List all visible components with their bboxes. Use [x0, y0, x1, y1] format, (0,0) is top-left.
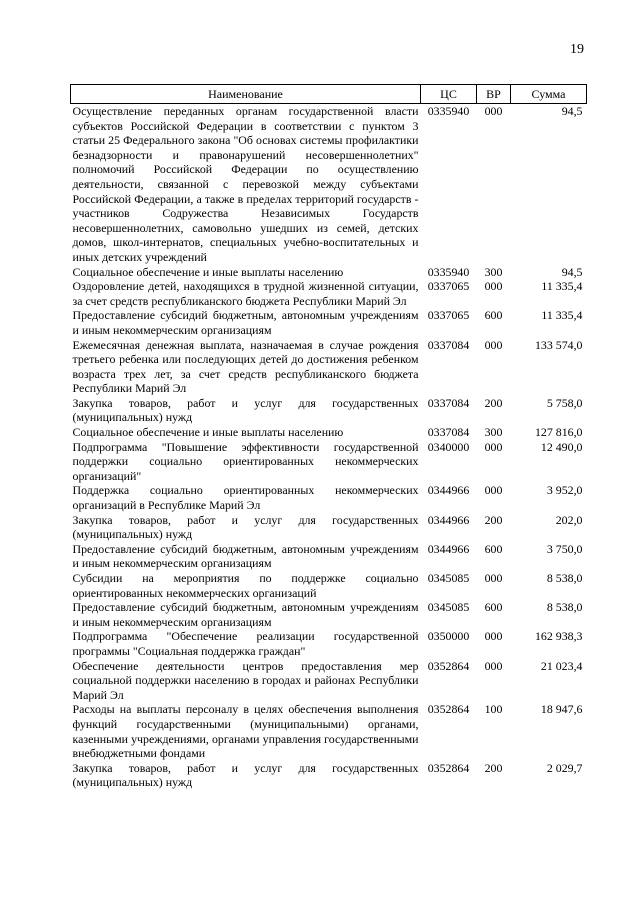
row-name-cell: Закупка товаров, работ и услуг для государственных (муниципальных) нужд	[72, 512, 419, 542]
row-vr-code-cell: 000	[484, 337, 503, 352]
row-name-cell: Субсидии на мероприятия по поддержке социально ориентированных некоммерческих организаций	[72, 571, 419, 600]
column-header-vr: ВР	[477, 85, 511, 104]
row-cs-code-cell: 0344966	[427, 512, 470, 527]
row-vr-code-cell: 200	[484, 760, 503, 775]
row-vr-code-cell: 000	[484, 571, 503, 585]
row-cs-code-cell: 0337065	[427, 308, 470, 323]
table-row	[71, 425, 587, 440]
row-cs-code-cell: 0337084	[427, 425, 470, 440]
row-sum-cell: 2 029,7	[546, 760, 583, 775]
table-row	[71, 513, 587, 542]
table-row	[71, 571, 587, 600]
row-sum-cell: 162 938,3	[534, 629, 583, 644]
row-cs-code-cell: 0352864	[427, 760, 470, 775]
table-row	[71, 279, 587, 308]
table-header-row	[71, 85, 587, 104]
row-sum-cell: 94,5	[561, 104, 583, 118]
row-vr-code-cell: 600	[484, 308, 503, 323]
table-row	[71, 104, 587, 265]
row-vr-code-cell: 000	[484, 279, 503, 294]
column-header-cs: ЦС	[421, 85, 477, 104]
row-sum-cell: 21 023,4	[540, 658, 583, 673]
row-vr-code-cell: 200	[484, 512, 503, 527]
row-vr-code-cell: 200	[484, 395, 503, 410]
row-cs-code-cell: 0350000	[427, 629, 470, 644]
row-vr-code-cell: 000	[484, 483, 503, 498]
row-cs-code-cell: 0345085	[427, 600, 470, 615]
row-cs-code-cell: 0344966	[427, 541, 470, 556]
row-cs-code-cell: 0337084	[427, 395, 470, 410]
row-cs-code-cell: 0340000	[427, 439, 470, 454]
row-vr-code-cell: 000	[484, 439, 503, 454]
table-row	[71, 396, 587, 425]
row-vr-code-cell: 600	[484, 541, 503, 556]
row-name-cell: Предоставление субсидий бюджетным, автономным учреждениям и иным некоммерческим организациям	[72, 308, 419, 337]
table-row	[71, 659, 587, 703]
row-name-cell: Социальное обеспечение и иные выплаты населению	[72, 264, 344, 279]
table-body	[71, 104, 587, 790]
row-name-cell: Осуществление переданных органам государственной власти субъектов Российской Федерации в соответствии с пунктом 3 статьи 25 Федерального закона "Об основах системы профилактики безнадзорности и правонарушений несовершеннолетних" полномочий Российской Федерации по осуществлению деятельности, связанной с перевозкой между субъектами Российской Федерации, а также в пределах территорий государств - участников Содружества Независимых Государств несовершеннолетних, самовольно ушедших из семей, детских домов, школ-интернатов, специальных учебно-воспитательных и иных детских учреждений	[72, 104, 419, 264]
row-vr-code-cell: 000	[484, 104, 503, 118]
row-cs-code-cell: 0352864	[427, 658, 470, 673]
row-name-cell: Предоставление субсидий бюджетным, автономным учреждениям и иным некоммерческим организациям	[72, 600, 419, 629]
row-sum-cell: 18 947,6	[540, 702, 583, 717]
row-sum-cell: 3 952,0	[546, 483, 583, 498]
page-number: 19	[570, 42, 584, 57]
row-name-cell: Оздоровление детей, находящихся в трудной жизненной ситуации, за счет средств республиканского бюджета Республики Марий Эл	[72, 279, 419, 308]
row-vr-code-cell: 000	[484, 658, 503, 673]
row-name-cell: Поддержка социально ориентированных некоммерческих организаций в Республике Марий Эл	[72, 483, 419, 513]
row-sum-cell: 94,5	[561, 264, 583, 279]
row-cs-code-cell: 0335940	[427, 264, 470, 279]
table-header	[71, 85, 587, 104]
row-sum-cell: 8 538,0	[546, 600, 583, 615]
row-cs-code-cell: 0337065	[427, 279, 470, 294]
row-name-cell: Предоставление субсидий бюджетным, автономным учреждениям и иным некоммерческим организациям	[72, 541, 419, 571]
row-sum-cell: 8 538,0	[546, 571, 583, 585]
row-cs-code-cell: 0337084	[427, 337, 470, 352]
row-vr-code-cell: 100	[484, 702, 503, 717]
row-sum-cell: 12 490,0	[540, 439, 583, 454]
table-row	[71, 338, 587, 396]
row-sum-cell: 11 335,4	[541, 279, 583, 294]
row-name-cell: Закупка товаров, работ и услуг для государственных (муниципальных) нужд	[72, 395, 419, 425]
row-vr-code-cell: 300	[484, 425, 503, 440]
row-sum-cell: 5 758,0	[546, 395, 583, 410]
row-name-cell: Расходы на выплаты персоналу в целях обеспечения выполнения функций государственными (муниципальными) органами, казенными учреждениями, органами управления государственными внебюджетными фондами	[72, 702, 419, 761]
table-row	[71, 308, 587, 337]
column-header-name: Наименование	[71, 85, 421, 104]
table-row	[71, 629, 587, 658]
row-vr-code-cell: 300	[484, 264, 503, 279]
row-cs-code-cell: 0335940	[427, 104, 470, 118]
row-name-cell: Подпрограмма "Обеспечение реализации государственной программы "Социальная поддержка граждан"	[72, 629, 419, 658]
table-row	[71, 440, 587, 484]
row-name-cell: Социальное обеспечение и иные выплаты населению	[72, 425, 344, 440]
row-name-cell: Обеспечение деятельности центров предоставления мер социальной поддержки населению в городах и районах Республики Марий Эл	[72, 658, 419, 702]
table-row	[71, 265, 587, 280]
column-header-sum: Сумма	[511, 85, 587, 104]
row-name-cell: Ежемесячная денежная выплата, назначаемая в случае рождения третьего ребенка или последующих детей до достижения ребенком возраста трех лет, за счет средств республиканского бюджета Республики Марий Эл	[72, 337, 419, 396]
row-vr-code-cell: 000	[484, 629, 503, 644]
table-row	[71, 761, 587, 790]
row-sum-cell: 133 574,0	[534, 337, 583, 352]
table-row	[71, 542, 587, 571]
budget-table	[70, 84, 587, 790]
row-sum-cell: 11 335,4	[541, 308, 583, 323]
table-row	[71, 600, 587, 629]
row-vr-code-cell: 600	[484, 600, 503, 615]
row-sum-cell: 3 750,0	[546, 541, 583, 556]
table-row	[71, 483, 587, 512]
row-name-cell: Подпрограмма "Повышение эффективности государственной поддержки социально ориентированных некоммерческих организаций"	[72, 439, 419, 483]
row-name-cell: Закупка товаров, работ и услуг для государственных (муниципальных) нужд	[72, 760, 419, 790]
row-cs-code-cell: 0344966	[427, 483, 470, 498]
row-sum-cell: 127 816,0	[534, 425, 583, 440]
row-sum-cell: 202,0	[555, 512, 583, 527]
table-row	[71, 702, 587, 760]
row-cs-code-cell: 0352864	[427, 702, 470, 717]
row-cs-code-cell: 0345085	[427, 571, 470, 585]
